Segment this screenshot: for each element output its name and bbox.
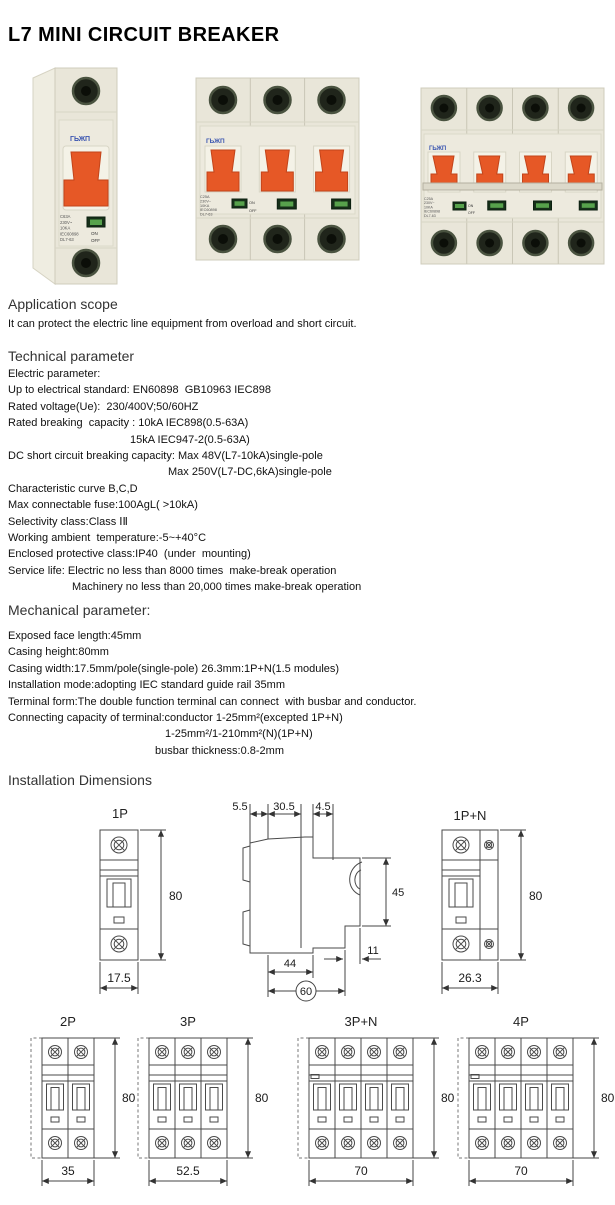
section-heading-technical: Technical parameter [8, 348, 135, 364]
drawing-label-2p: 2P [60, 1014, 76, 1029]
section-heading-mechanical: Mechanical parameter: [8, 602, 151, 618]
rating-label: C63A [60, 214, 71, 219]
dim-width: 17.5 [107, 971, 131, 985]
spec-line: Working ambient temperature:-5~+40°C [8, 532, 207, 545]
dimension-drawing-3pn [295, 1036, 459, 1196]
application-body: It can protect the electric line equipment from overload and short circuit. [8, 318, 357, 330]
breaker-outline [100, 830, 138, 960]
dim-height: 80 [529, 889, 543, 903]
breaker-outline [442, 830, 480, 960]
drawing-label-3p: 3P [180, 1014, 196, 1029]
dim-width: 26.3 [458, 971, 482, 985]
product-photo-3p [190, 72, 365, 268]
dimension-drawing-4p [455, 1036, 615, 1196]
drawing-label-1pn: 1P+N [453, 808, 487, 823]
dim-width: 52.5 [176, 1164, 200, 1178]
section-heading-installation: Installation Dimensions [8, 772, 152, 788]
breaker-profile [250, 837, 360, 953]
page-title: L7 MINI CIRCUIT BREAKER [8, 24, 280, 46]
brand-logo-text: ГЬЖП [206, 138, 225, 145]
dim-height: 80 [601, 1091, 615, 1105]
svg-text:IEC60898: IEC60898 [60, 231, 79, 237]
technical-spec-list [8, 366, 361, 596]
dimension-drawing-3p [135, 1036, 273, 1196]
dim-height: 80 [255, 1091, 269, 1105]
spec-line: Machinery no less than 20,000 times make-break operation [72, 581, 362, 594]
svg-text:DL7-63: DL7-63 [200, 212, 213, 217]
drawing-label-4p: 4P [513, 1014, 529, 1029]
on-label: ON [91, 231, 98, 236]
dim-5-5: 5.5 [232, 801, 248, 813]
dim-height: 80 [441, 1091, 455, 1105]
dimension-drawing-2p [28, 1036, 140, 1196]
spec-line: Characteristic curve B,C,D [8, 482, 138, 495]
spec-line: Max 250V(L7-DC,6kA)single-pole [168, 466, 332, 479]
breaker-side-face [33, 68, 55, 284]
product-photo-1p [15, 62, 135, 294]
dim-45: 45 [392, 887, 405, 899]
svg-text:ON: ON [468, 204, 474, 208]
dim-4-5: 4.5 [315, 801, 331, 813]
spec-line: Up to electrical standard: EN60898 GB10963 IEC898 [8, 384, 271, 397]
dim-30-5: 30.5 [273, 801, 295, 813]
rating-label: C25A [200, 195, 210, 199]
neutral-pole-outline [480, 830, 498, 960]
svg-text:IEC60898: IEC60898 [424, 209, 440, 214]
dim-height: 80 [169, 889, 183, 903]
dimension-drawing-1p [52, 820, 202, 1010]
spec-line: Terminal form:The double function terminal can connect with busbar and conductor. [8, 695, 417, 708]
brand-logo-text: ГЬЖП [429, 146, 447, 152]
svg-text:DL7-63: DL7-63 [60, 237, 74, 243]
brand-logo-text: ГЬЖП [70, 136, 91, 143]
spec-line: Installation mode:adopting IEC standard guide rail 35mm [8, 679, 285, 692]
dimension-drawing-side-view [210, 798, 415, 1010]
off-label: OFF [91, 238, 100, 243]
spec-line: Casing width:17.5mm/pole(single-pole) 26.3mm:1P+N(1.5 modules) [8, 662, 340, 675]
dim-11: 11 [367, 945, 379, 957]
spec-line: Electric parameter: [8, 368, 101, 380]
spec-line: Max connectable fuse:100AgL( >10kA) [8, 499, 198, 512]
svg-text:DL7-63: DL7-63 [424, 213, 436, 218]
drawing-label-3pn: 3P+N [344, 1014, 378, 1029]
spec-line: DC short circuit breaking capacity: Max 48V(L7-10kA)single-pole [8, 450, 323, 463]
toggle-tie-bar [423, 183, 602, 190]
spec-line: Selectivity class:Class ⅠⅡ [8, 515, 128, 528]
dim-height: 80 [122, 1091, 136, 1105]
svg-text:230V~: 230V~ [424, 201, 435, 206]
spec-line: Service life: Electric no less than 8000 times make-break operation [8, 564, 337, 577]
din-rail-clips [243, 846, 250, 946]
dim-width: 70 [514, 1164, 528, 1178]
dim-width: 35 [61, 1164, 75, 1178]
dim-44: 44 [283, 958, 297, 970]
rating-label: C25A [424, 197, 433, 201]
product-photo-4p [415, 82, 610, 272]
svg-text:10KA: 10KA [200, 203, 210, 208]
mechanical-spec-list [8, 628, 416, 759]
spec-line: 1-25mm²/1-210mm²(N)(1P+N) [165, 728, 313, 741]
drawing-label-1p: 1P [112, 806, 128, 821]
svg-text:10KA: 10KA [424, 205, 433, 210]
spec-line: Rated breaking capacity : 10kA IEC898(0.5-63A) [8, 417, 249, 430]
spec-line: 15kA IEC947-2(0.5-63A) [130, 433, 250, 446]
svg-text:ON: ON [249, 201, 255, 205]
svg-text:10KA: 10KA [60, 225, 71, 231]
svg-text:OFF: OFF [249, 209, 257, 213]
spec-line: Exposed face length:45mm [8, 630, 142, 642]
svg-text:OFF: OFF [468, 211, 475, 215]
spec-line: busbar thickness:0.8-2mm [155, 744, 284, 757]
svg-text:IEC60898: IEC60898 [200, 208, 217, 213]
spec-line: Enclosed protective class:IP40 (under mounting) [8, 548, 251, 561]
svg-text:230V~: 230V~ [60, 219, 73, 225]
spec-line: Casing height:80mm [8, 646, 109, 659]
spec-line: Rated voltage(Ue): 230/400V;50/60HZ [8, 400, 199, 413]
section-heading-application: Application scope [8, 296, 118, 312]
dim-60: 60 [299, 986, 313, 998]
dimension-drawing-1pn [418, 820, 578, 1010]
svg-text:230V~: 230V~ [200, 199, 212, 204]
spec-line: Connecting capacity of terminal:conductor 1-25mm²(excepted 1P+N) [8, 712, 343, 725]
dim-width: 70 [354, 1164, 368, 1178]
